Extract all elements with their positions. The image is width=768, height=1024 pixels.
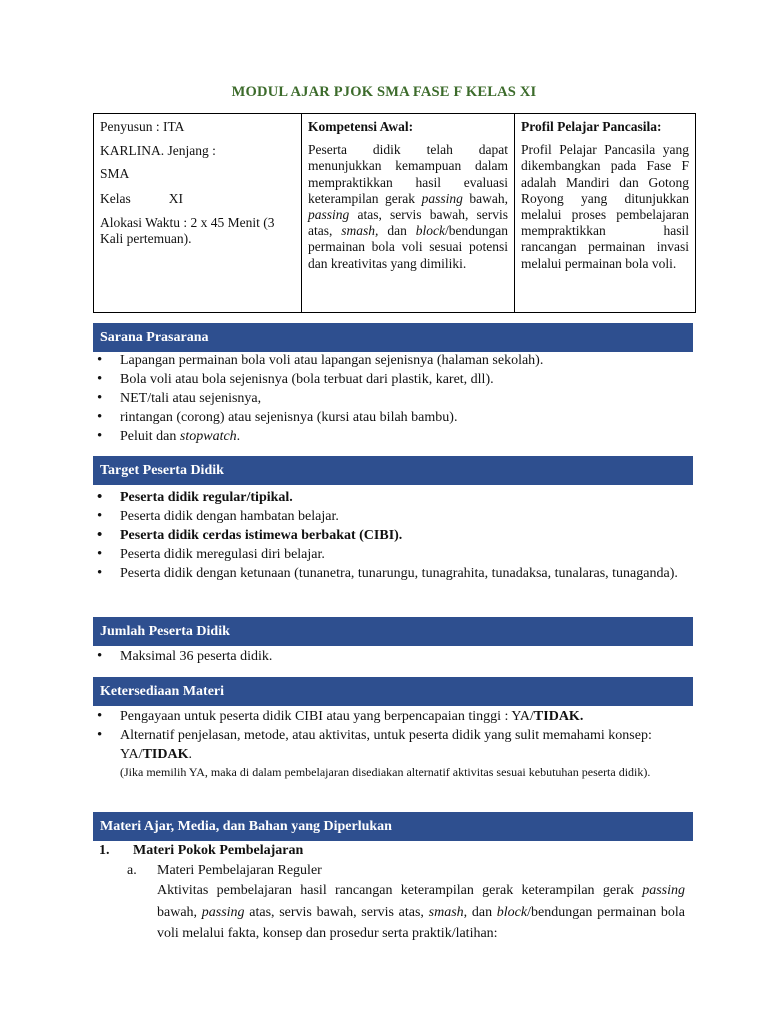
list-item: • Maksimal 36 peserta didik. xyxy=(93,647,689,666)
kelas-value: XI xyxy=(168,190,183,206)
sub-label: Materi Pembelajaran Reguler xyxy=(157,863,322,878)
sub-letter: a. xyxy=(127,863,137,878)
list-item: • Pengayaan untuk peserta didik CIBI atau yang berpencapaian tinggi : YA/TIDAK. xyxy=(93,707,689,726)
list-item: • rintangan (corong) atau sejenisnya (kursi atau bilah bambu). xyxy=(93,408,689,427)
section-header-ketersediaan: Ketersediaan Materi xyxy=(93,677,693,706)
kelas-label: Kelas xyxy=(100,190,131,206)
penyusun-text: Penyusun : ITA xyxy=(100,119,185,134)
profil-heading: Profil Pelajar Pancasila: xyxy=(521,119,662,134)
info-cell-profil xyxy=(515,114,696,313)
list-item: • Peserta didik dengan ketunaan (tunanetra, tunarungu, tunagrahita, tunadaksa, tunalaras, tunaganda). xyxy=(93,564,689,583)
list-item: • Peserta didik cerdas istimewa berbakat (CIBI). xyxy=(93,526,689,545)
ketersediaan-list xyxy=(93,707,689,764)
list-item: • NET/tali atau sejenisnya, xyxy=(93,389,689,408)
kompetensi-body: Peserta didik telah dapat menunjukkan kemampuan dalam mempraktikkan hasil evaluasi keterampilan gerak passing bawah, passing atas, servis bawah, servis atas, smash, dan block/bendungan permainan bola voli sesuai potensi dan kreativitas yang dimiliki. xyxy=(308,142,509,271)
document-title: MODUL AJAR PJOK SMA FASE F KELAS XI xyxy=(231,84,537,100)
ketersediaan-note: (Jika memilih YA, maka di dalam pembelajaran disediakan alternatif aktivitas sesuai kebutuhan peserta didik). xyxy=(120,765,651,779)
kelas-row xyxy=(100,191,295,207)
materi-pokok-label: Materi Pokok Pembelajaran xyxy=(133,843,304,858)
list-item: • Lapangan permainan bola voli atau lapangan sejenisnya (halaman sekolah). xyxy=(93,351,689,370)
info-cell-author xyxy=(94,114,302,313)
section-header-jumlah: Jumlah Peserta Didik xyxy=(93,617,693,646)
profil-body: Profil Pelajar Pancasila yang dikembangkan pada Fase F adalah Mandiri dan Gotong Royong yang ditunjukkan melalui proses pembelajaran mempraktikkan hasil rancangan permainan invasi melalui permainan bola voli. xyxy=(521,142,689,271)
jenjang-text: SMA xyxy=(100,166,130,182)
info-table xyxy=(93,113,696,313)
section-header-target: Target Peserta Didik xyxy=(93,456,693,485)
info-cell-kompetensi xyxy=(302,114,515,313)
materi-sub-a xyxy=(93,861,688,881)
section-header-sarana: Sarana Prasarana xyxy=(93,323,693,352)
materi-item-1 xyxy=(93,841,688,861)
list-item: • Bola voli atau bola sejenisnya (bola terbuat dari plastik, karet, dll). xyxy=(93,370,689,389)
section-header-materi: Materi Ajar, Media, dan Bahan yang Diperlukan xyxy=(93,812,693,841)
materi-paragraph: Aktivitas pembelajaran hasil rancangan keterampilan gerak keterampilan gerak passing bawah, passing atas, servis bawah, servis atas, smash, dan block/bendungan permainan bola voli melalui fakta, konsep dan prosedur serta praktik/latihan: xyxy=(157,883,686,941)
sarana-list xyxy=(93,351,689,446)
kompetensi-heading: Kompetensi Awal: xyxy=(308,119,414,134)
target-list xyxy=(93,488,689,583)
alokasi-text: Alokasi Waktu : 2 x 45 Menit (3 Kali pertemuan). xyxy=(100,214,275,246)
list-item: • Peluit dan stopwatch. xyxy=(93,427,689,446)
karlina-text: KARLINA. Jenjang : xyxy=(100,143,216,159)
list-item: • Peserta didik dengan hambatan belajar. xyxy=(93,507,689,526)
list-item: • Alternatif penjelasan, metode, atau aktivitas, untuk peserta didik yang sulit memahami konsep: YA/TIDAK. xyxy=(93,726,689,764)
materi-number: 1. xyxy=(99,843,110,858)
list-item: • Peserta didik meregulasi diri belajar. xyxy=(93,545,689,564)
jumlah-list xyxy=(93,647,689,666)
list-item: • Peserta didik regular/tipikal. xyxy=(93,488,689,507)
